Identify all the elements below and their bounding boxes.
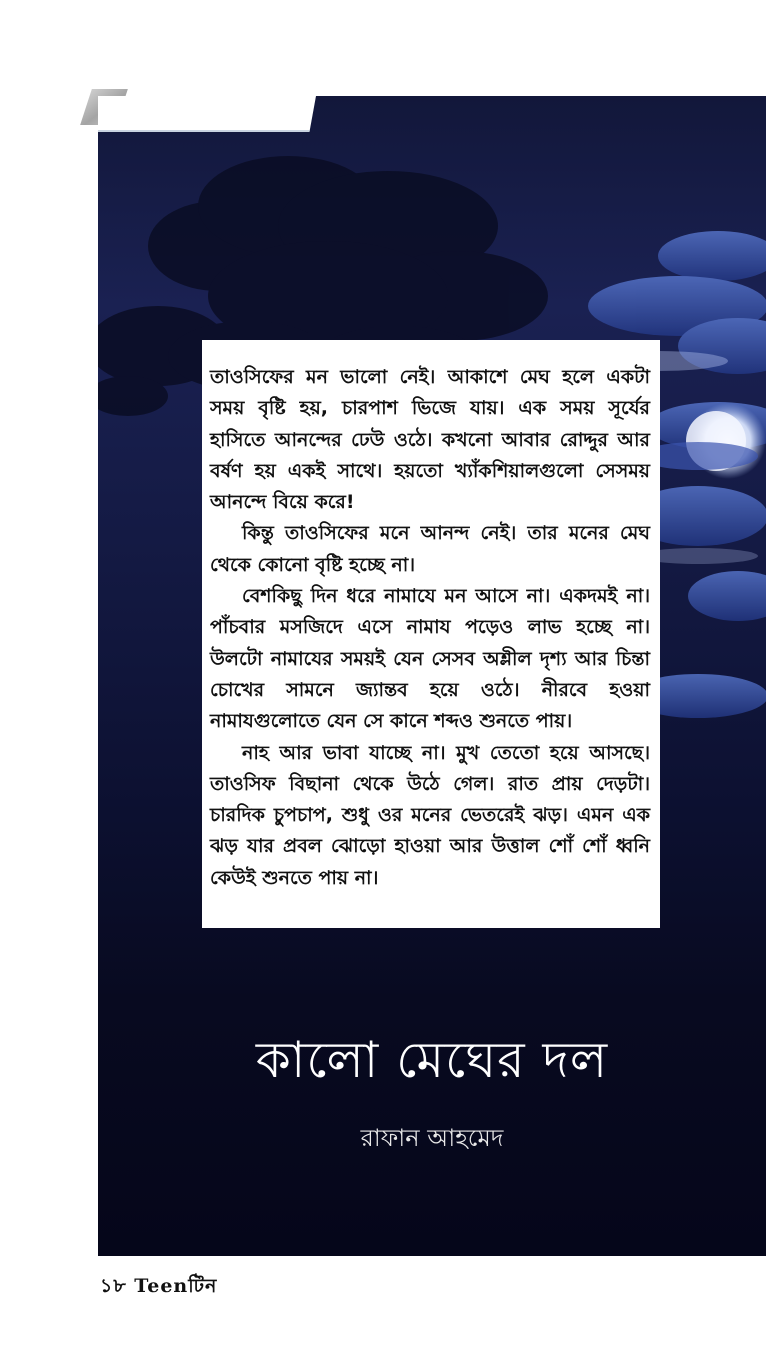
article-paragraph-2: কিন্তু তাওসিফের মনে আনন্দ নেই। তার মনের মেঘ থেকে কোনো বৃষ্টি হচ্ছে না। xyxy=(210,522,650,576)
article-paragraph-1: তাওসিফের মন ভালো নেই। আকাশে মেঘ হলে একটা সময় বৃষ্টি হয়, চারপাশ ভিজে যায়। এক সময় সূর্যের হাসিতে আনন্দের ঢেউ ওঠে। কখনো আবার রোদ্দুর আর বর্ষণ হয় একই সাথে। হয়তো খ্যাঁকশিয়ালগুলো সেসময় আনন্দে বিয়ে করে! xyxy=(210,366,650,514)
article-text-box xyxy=(202,340,660,928)
story-title: কালো মেঘের দল xyxy=(255,1031,609,1089)
article-paragraph-3: বেশকিছু দিন ধরে নামাযে মন আসে না। একদমই না। পাঁচবার মসজিদে এসে নামায পড়েও লাভ হচ্ছে না। উলটো নামাযের সময়ই যেন সেসব অশ্লীল দৃশ্য আর চিন্তা চোখের সামনে জ্যান্তব হয়ে ওঠে। নীরবে হওয়া নামাযগুলোতে যেন সে কানে শব্দও শুনতে পায়। xyxy=(210,585,650,733)
author-name: রাফান আহমেদ xyxy=(360,1124,504,1152)
article-paragraph-4: নাহ আর ভাবা যাচ্ছে না। মুখ তেতো হয়ে আসছে। তাওসিফ বিছানা থেকে উঠে গেল। রাত প্রায় দেড়টা। চারদিক চুপচাপ, শুধু ওর মনের ভেতরেই ঝড়। এমন এক ঝড় যার প্রবল ঝোড়ো হাওয়া আর উত্তাল শোঁ শোঁ ধ্বনি কেউই শুনতে পায় না। xyxy=(210,741,650,889)
magazine-name: Teenটিন xyxy=(134,1275,218,1297)
page-number: ১৮ xyxy=(100,1275,127,1297)
page-footer xyxy=(100,1272,217,1304)
